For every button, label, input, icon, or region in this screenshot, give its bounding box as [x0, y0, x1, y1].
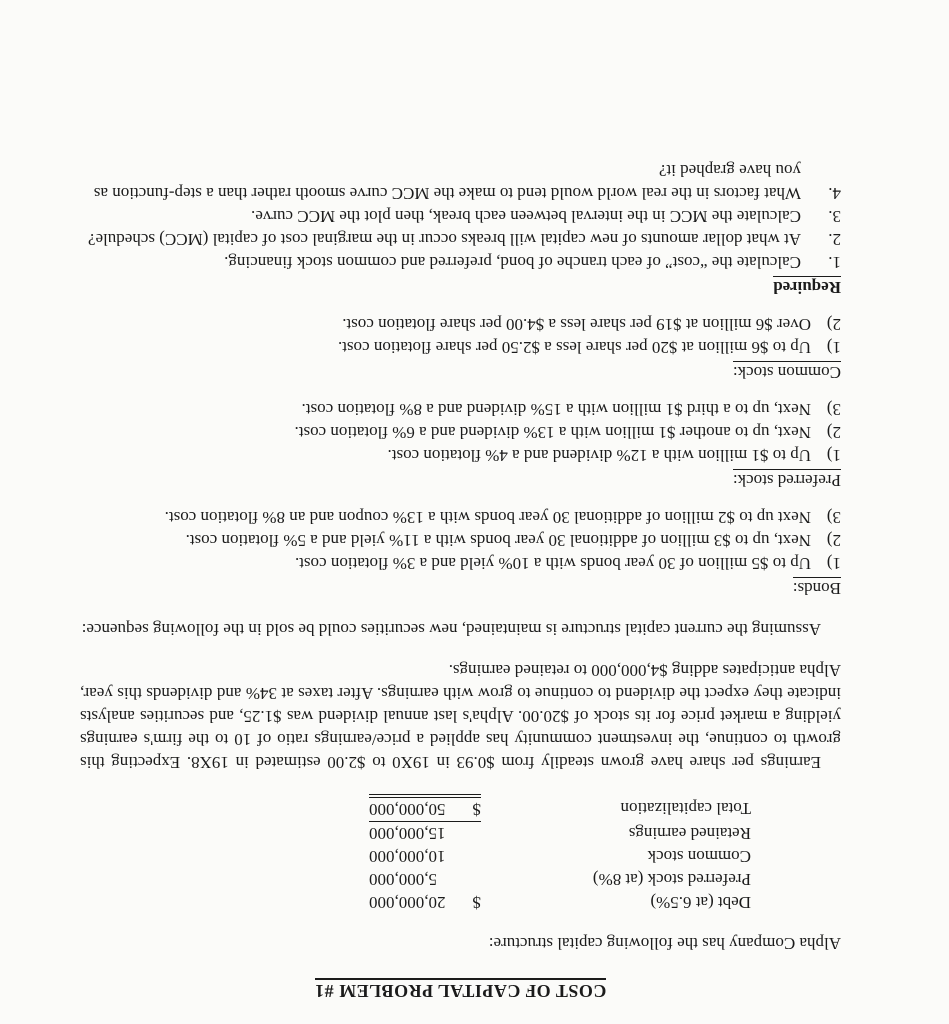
required-heading: Required [773, 278, 841, 297]
item-number: 1) [826, 554, 841, 573]
item-text: Next, up to a third $1 million with a 15% dividend and a 8% flotation cost. [301, 400, 811, 419]
table-row [369, 845, 771, 868]
row-currency [459, 822, 481, 846]
list-item [80, 444, 841, 467]
preferred-stock-section [80, 398, 841, 492]
total-amount: 50,000,000 [369, 796, 459, 822]
row-currency [459, 845, 481, 868]
earnings-paragraph: Earnings per share have grown steadily from $0.93 in 19X0 to $2.00 estimated in 19X8. Expecting this growth to continue, the investment community has applied a price/earnings ratio of 10 to the firm's earnings yielding a market price for its stock of $20.00. Alpha's last annual dividend was $1.25, and securities analysts indicate they expect the dividend to continue to grow with earnings. After taxes at 34% and dividends this year, Alpha anticipates adding $4,000,000 to retained earnings. [80, 661, 841, 772]
item-number: 1) [826, 338, 841, 357]
sequence-paragraph: Assuming the current capital structure is maintained, new securities could be sold in the following sequence: [81, 620, 821, 639]
list-item [80, 205, 841, 228]
list-item [80, 421, 841, 444]
item-text: Calculate the “cost” of each tranche of bond, preferred and common stock financing. [224, 253, 801, 272]
bonds-section [80, 506, 841, 600]
item-number: 2. [828, 230, 841, 249]
list-item [80, 159, 841, 205]
total-currency: $ [459, 796, 481, 822]
section-heading: Preferred stock: [732, 471, 841, 490]
item-number: 3) [826, 508, 841, 527]
required-list [80, 159, 841, 274]
list-item [80, 313, 841, 336]
item-number: 3) [826, 400, 841, 419]
required-section [80, 159, 841, 299]
row-amount: 15,000,000 [369, 822, 459, 846]
row-label: Preferred stock (at 8%) [592, 870, 751, 889]
total-label: Total capitalization [620, 799, 751, 819]
item-number: 3. [828, 207, 841, 226]
row-currency: $ [472, 893, 481, 912]
item-text: Calculate the MCC in the interval between each break, then plot the MCC curve. [251, 207, 801, 226]
item-text: What factors in the real world would tend to make the MCC curve smooth rather than a step-function as you have graphed it? [93, 161, 801, 203]
list-item [80, 398, 841, 421]
list-item [80, 529, 841, 552]
row-label: Retained earnings [628, 823, 751, 843]
row-label: Common stock [647, 847, 751, 866]
item-number: 1. [828, 253, 841, 272]
row-amount: 20,000,000 [369, 893, 446, 912]
item-number: 1) [826, 446, 841, 465]
page-title [80, 979, 841, 1002]
row-label: Debt (at 6.5%) [650, 893, 751, 912]
item-text: Next up to $2 million of additional 30 year bonds with a 13% coupon and an 8% flotation cost. [164, 508, 811, 527]
list-item [80, 228, 841, 251]
item-text: Over $6 million at $19 per share less a $4.00 per share flotation cost. [342, 315, 811, 334]
item-text: Next, up to another $1 million with a 13% dividend and a 6% flotation cost. [294, 423, 811, 442]
item-text: Up to $1 million with a 12% dividend and a 4% flotation cost. [387, 446, 811, 465]
list-item [80, 552, 841, 575]
table-row [369, 868, 771, 891]
item-text: Up to $6 million at $20 per share less a $2.50 per share flotation cost. [337, 338, 811, 357]
section-heading: Common stock: [732, 363, 841, 382]
item-text: At what dollar amounts of new capital will breaks occur in the marginal cost of capital (MCC) schedule? [87, 230, 801, 249]
section-heading: Bonds: [792, 579, 841, 598]
row-currency [459, 868, 481, 891]
list-item [80, 506, 841, 529]
intro-text: Alpha Company has the following capital structure: [488, 934, 841, 953]
bonds-list [80, 506, 841, 575]
item-number: 2) [826, 423, 841, 442]
capital-structure-table [369, 794, 771, 914]
list-item [80, 251, 841, 274]
list-item [80, 336, 841, 359]
table-row [369, 822, 771, 846]
common-stock-section [80, 313, 841, 384]
common-stock-list [80, 313, 841, 359]
table-total-row [369, 796, 771, 822]
row-amount: 10,000,000 [369, 847, 446, 866]
page-title-text: COST OF CAPITAL PROBLEM #1 [315, 978, 607, 1001]
item-text: Next, up to $3 million of additional 30 year bonds with a 11% yield and a 5% flotation cost. [185, 531, 811, 550]
item-number: 2) [826, 531, 841, 550]
item-number: 4. [828, 184, 841, 203]
table-row [369, 891, 771, 914]
item-text: Up to $5 million of 30 year bonds with a 10% yield and a 3% flotation cost. [294, 554, 811, 573]
preferred-stock-list [80, 398, 841, 467]
row-amount: 5,000,000 [369, 870, 437, 889]
item-number: 2) [826, 315, 841, 334]
